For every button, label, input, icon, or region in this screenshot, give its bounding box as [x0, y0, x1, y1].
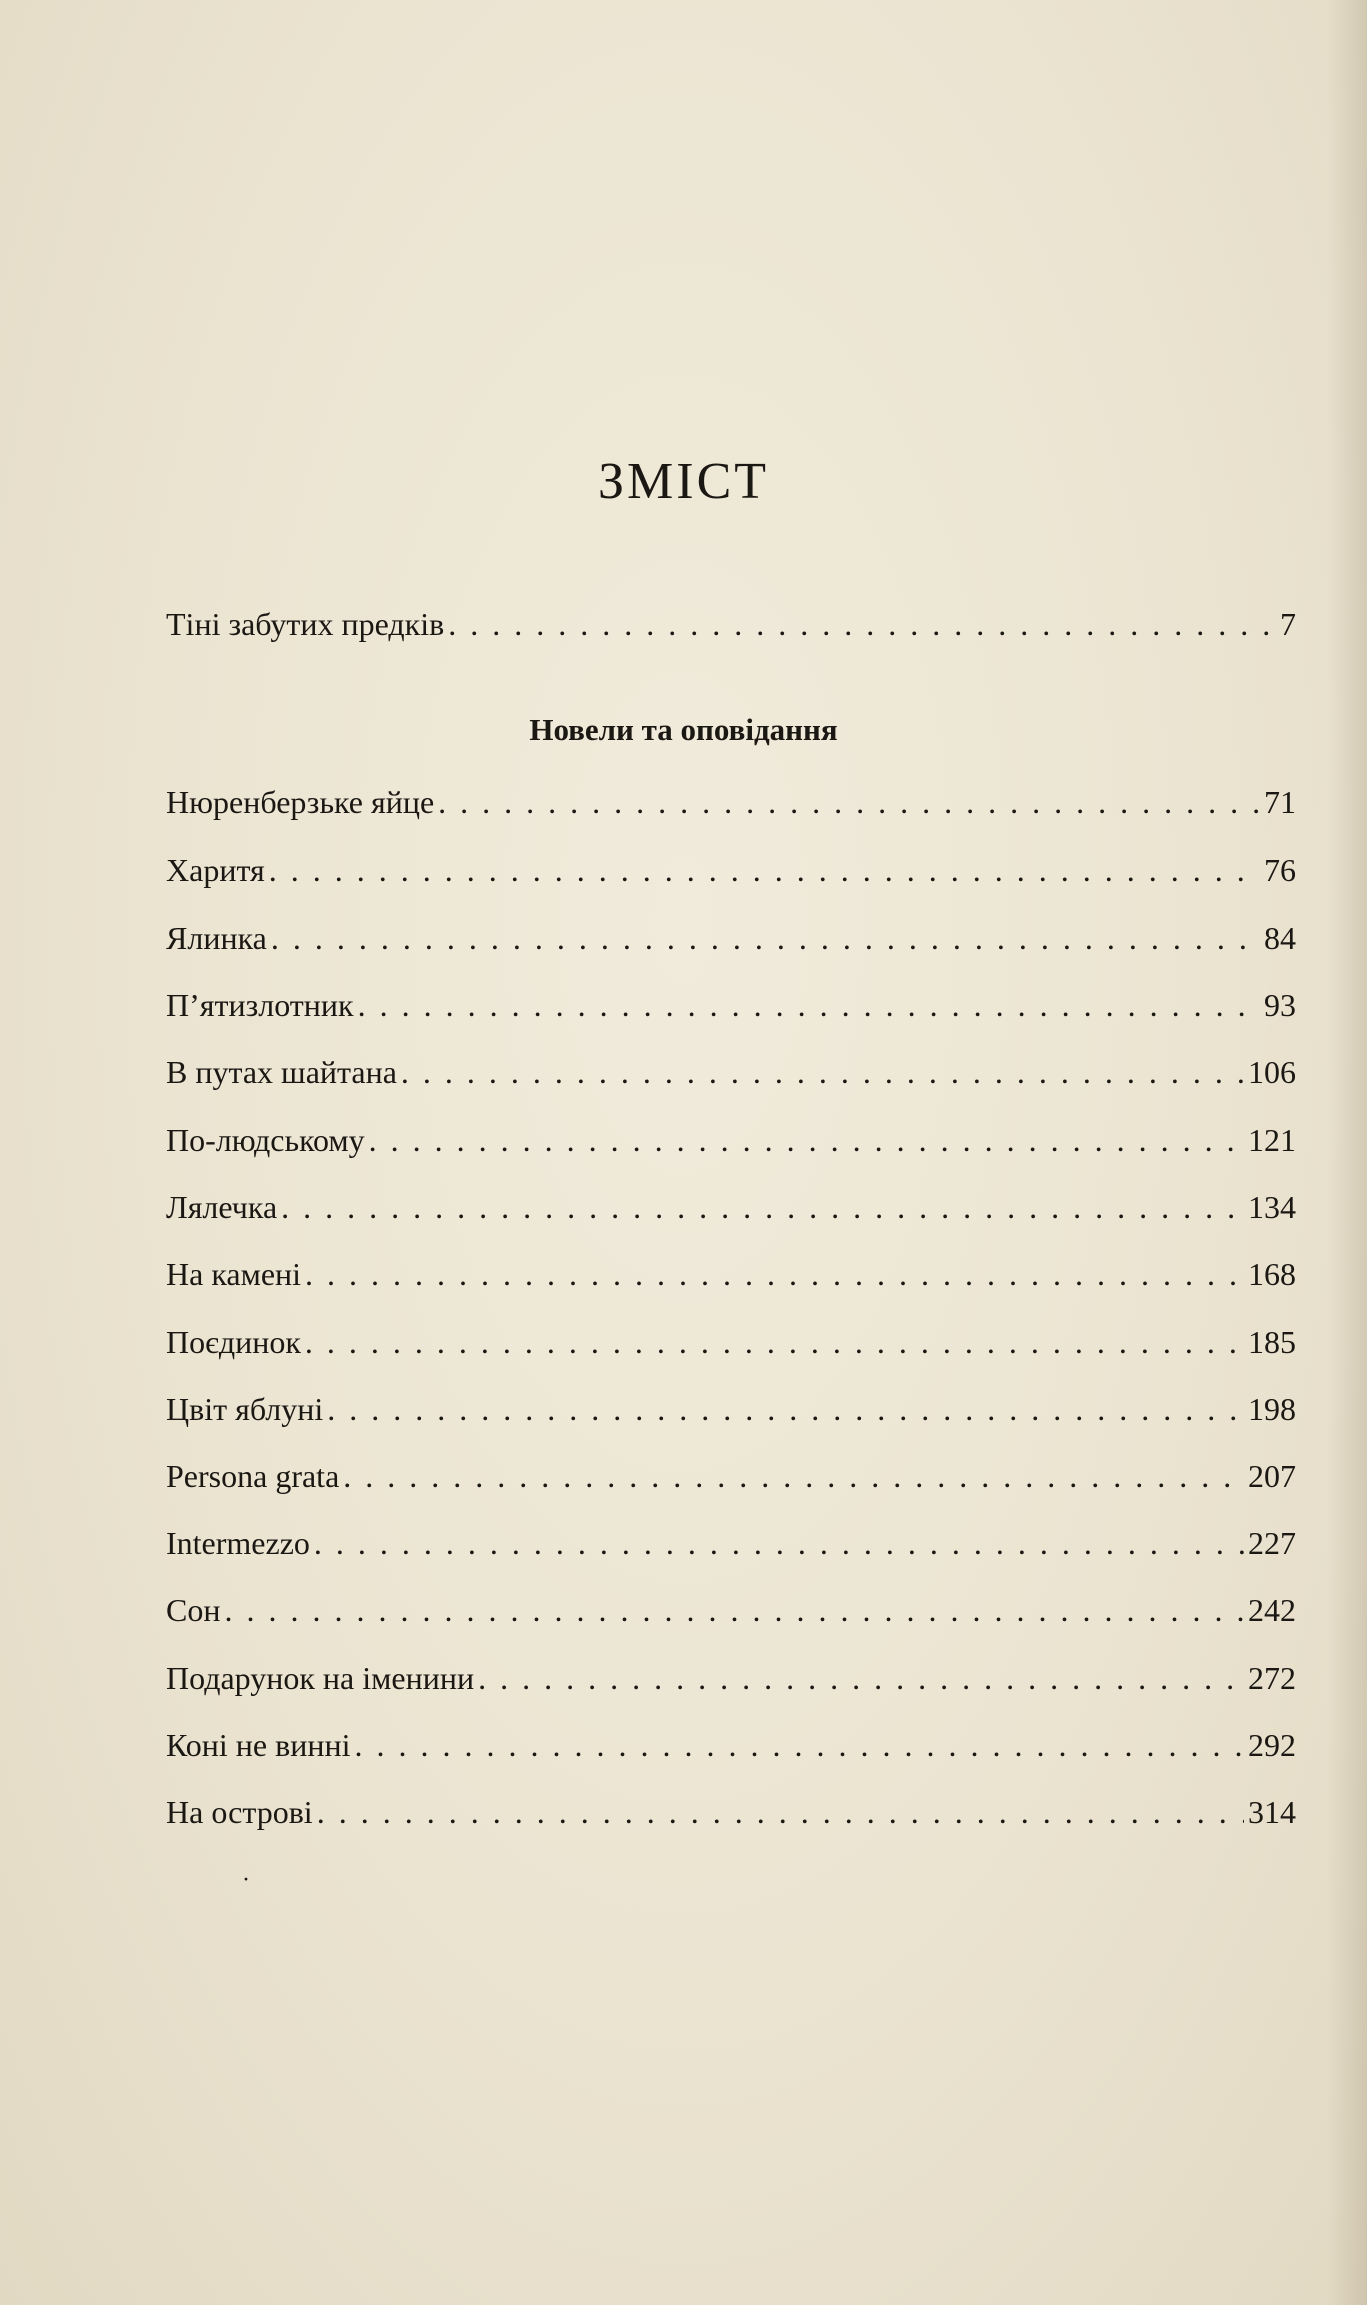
toc-entry-page: 71 — [1264, 784, 1296, 820]
toc-entry-page: 207 — [1248, 1458, 1296, 1494]
toc-entry — [166, 782, 1296, 822]
toc-leader-dots — [269, 850, 1260, 890]
toc-entry-title: Поєдинок — [166, 1324, 301, 1360]
toc-entry — [166, 1120, 1296, 1160]
toc-entry-title: Persona grata — [166, 1458, 340, 1494]
toc-entry-page: 242 — [1248, 1592, 1296, 1628]
toc-section-heading: Новели та оповідання — [529, 712, 838, 747]
toc-entry-page: 106 — [1248, 1054, 1296, 1090]
toc-leader-dots — [305, 1254, 1244, 1294]
toc-entry — [166, 985, 1296, 1025]
toc-entry — [166, 1187, 1296, 1227]
toc-heading: ЗМІСТ — [597, 453, 770, 510]
toc-entry-page: 76 — [1264, 852, 1296, 888]
toc-leader-dots — [305, 1322, 1244, 1362]
toc-leader-dots — [354, 1725, 1244, 1765]
toc-entry-title: По-людському — [166, 1122, 365, 1158]
toc-entry-title: Подарунок на іменини — [166, 1660, 475, 1696]
toc-leader-dots — [401, 1052, 1244, 1092]
toc-entry — [166, 850, 1296, 890]
toc-entry — [166, 1052, 1296, 1092]
toc-entry-title: П’ятизлотник — [166, 987, 354, 1023]
toc-entry-page: 227 — [1248, 1525, 1296, 1561]
toc-entry — [166, 1725, 1296, 1765]
stray-mark: · — [242, 1867, 250, 1893]
toc-leader-dots — [369, 1120, 1244, 1160]
toc-entry — [166, 1254, 1296, 1294]
toc-entry-page: 292 — [1248, 1727, 1296, 1763]
toc-leader-dots — [327, 1389, 1244, 1429]
toc-leader-dots — [317, 1792, 1244, 1832]
toc-leader-dots — [448, 604, 1276, 644]
toc-leader-dots — [343, 1456, 1244, 1496]
toc-entry-title: Коні не винні — [166, 1727, 351, 1763]
toc-leader-dots — [281, 1187, 1244, 1227]
toc-entry — [166, 1792, 1296, 1832]
toc-entry-title: Тіні забутих предків — [166, 606, 445, 642]
toc-entry — [166, 918, 1296, 958]
toc-entry-page: 7 — [1280, 606, 1296, 642]
toc-entry — [166, 1658, 1296, 1698]
toc-entry-title: На острові — [166, 1794, 313, 1830]
page-gutter-shadow — [1327, 0, 1367, 2305]
toc-entry-page: 121 — [1248, 1122, 1296, 1158]
toc-entry-page: 272 — [1248, 1660, 1296, 1696]
toc-entry-title: В путах шайтана — [166, 1054, 397, 1090]
toc-leader-dots — [478, 1658, 1244, 1698]
toc-entry-page: 198 — [1248, 1391, 1296, 1427]
toc-entry-title: Сон — [166, 1592, 221, 1628]
toc-entry-title: На камені — [166, 1256, 302, 1292]
toc-leader-dots — [438, 782, 1260, 822]
toc-entry-title: Лялечка — [166, 1189, 278, 1225]
toc-entry — [166, 1322, 1296, 1362]
toc-entry — [166, 1389, 1296, 1429]
toc-entry-page: 185 — [1248, 1324, 1296, 1360]
toc-entry-title: Цвіт яблуні — [166, 1391, 324, 1427]
toc-entry-page: 84 — [1264, 920, 1296, 956]
toc-entry-title: Ялинка — [166, 920, 267, 956]
toc-leader-dots — [224, 1590, 1244, 1630]
toc-entry-page: 314 — [1248, 1794, 1296, 1830]
toc-entry — [166, 1523, 1296, 1563]
toc-entry-title: Харитя — [166, 852, 265, 888]
toc-entry-page: 134 — [1248, 1189, 1296, 1225]
toc-entry — [166, 1590, 1296, 1630]
toc-entry-title: Нюренберзьке яйце — [166, 784, 435, 820]
toc-leader-dots — [314, 1523, 1244, 1563]
toc-entry-page: 168 — [1248, 1256, 1296, 1292]
toc-entry-page: 93 — [1264, 987, 1296, 1023]
toc-entry — [166, 604, 1296, 644]
toc-entry-title: Intermezzo — [166, 1525, 310, 1561]
toc-leader-dots — [358, 985, 1260, 1025]
toc-entry — [166, 1456, 1296, 1496]
toc-leader-dots — [271, 918, 1260, 958]
